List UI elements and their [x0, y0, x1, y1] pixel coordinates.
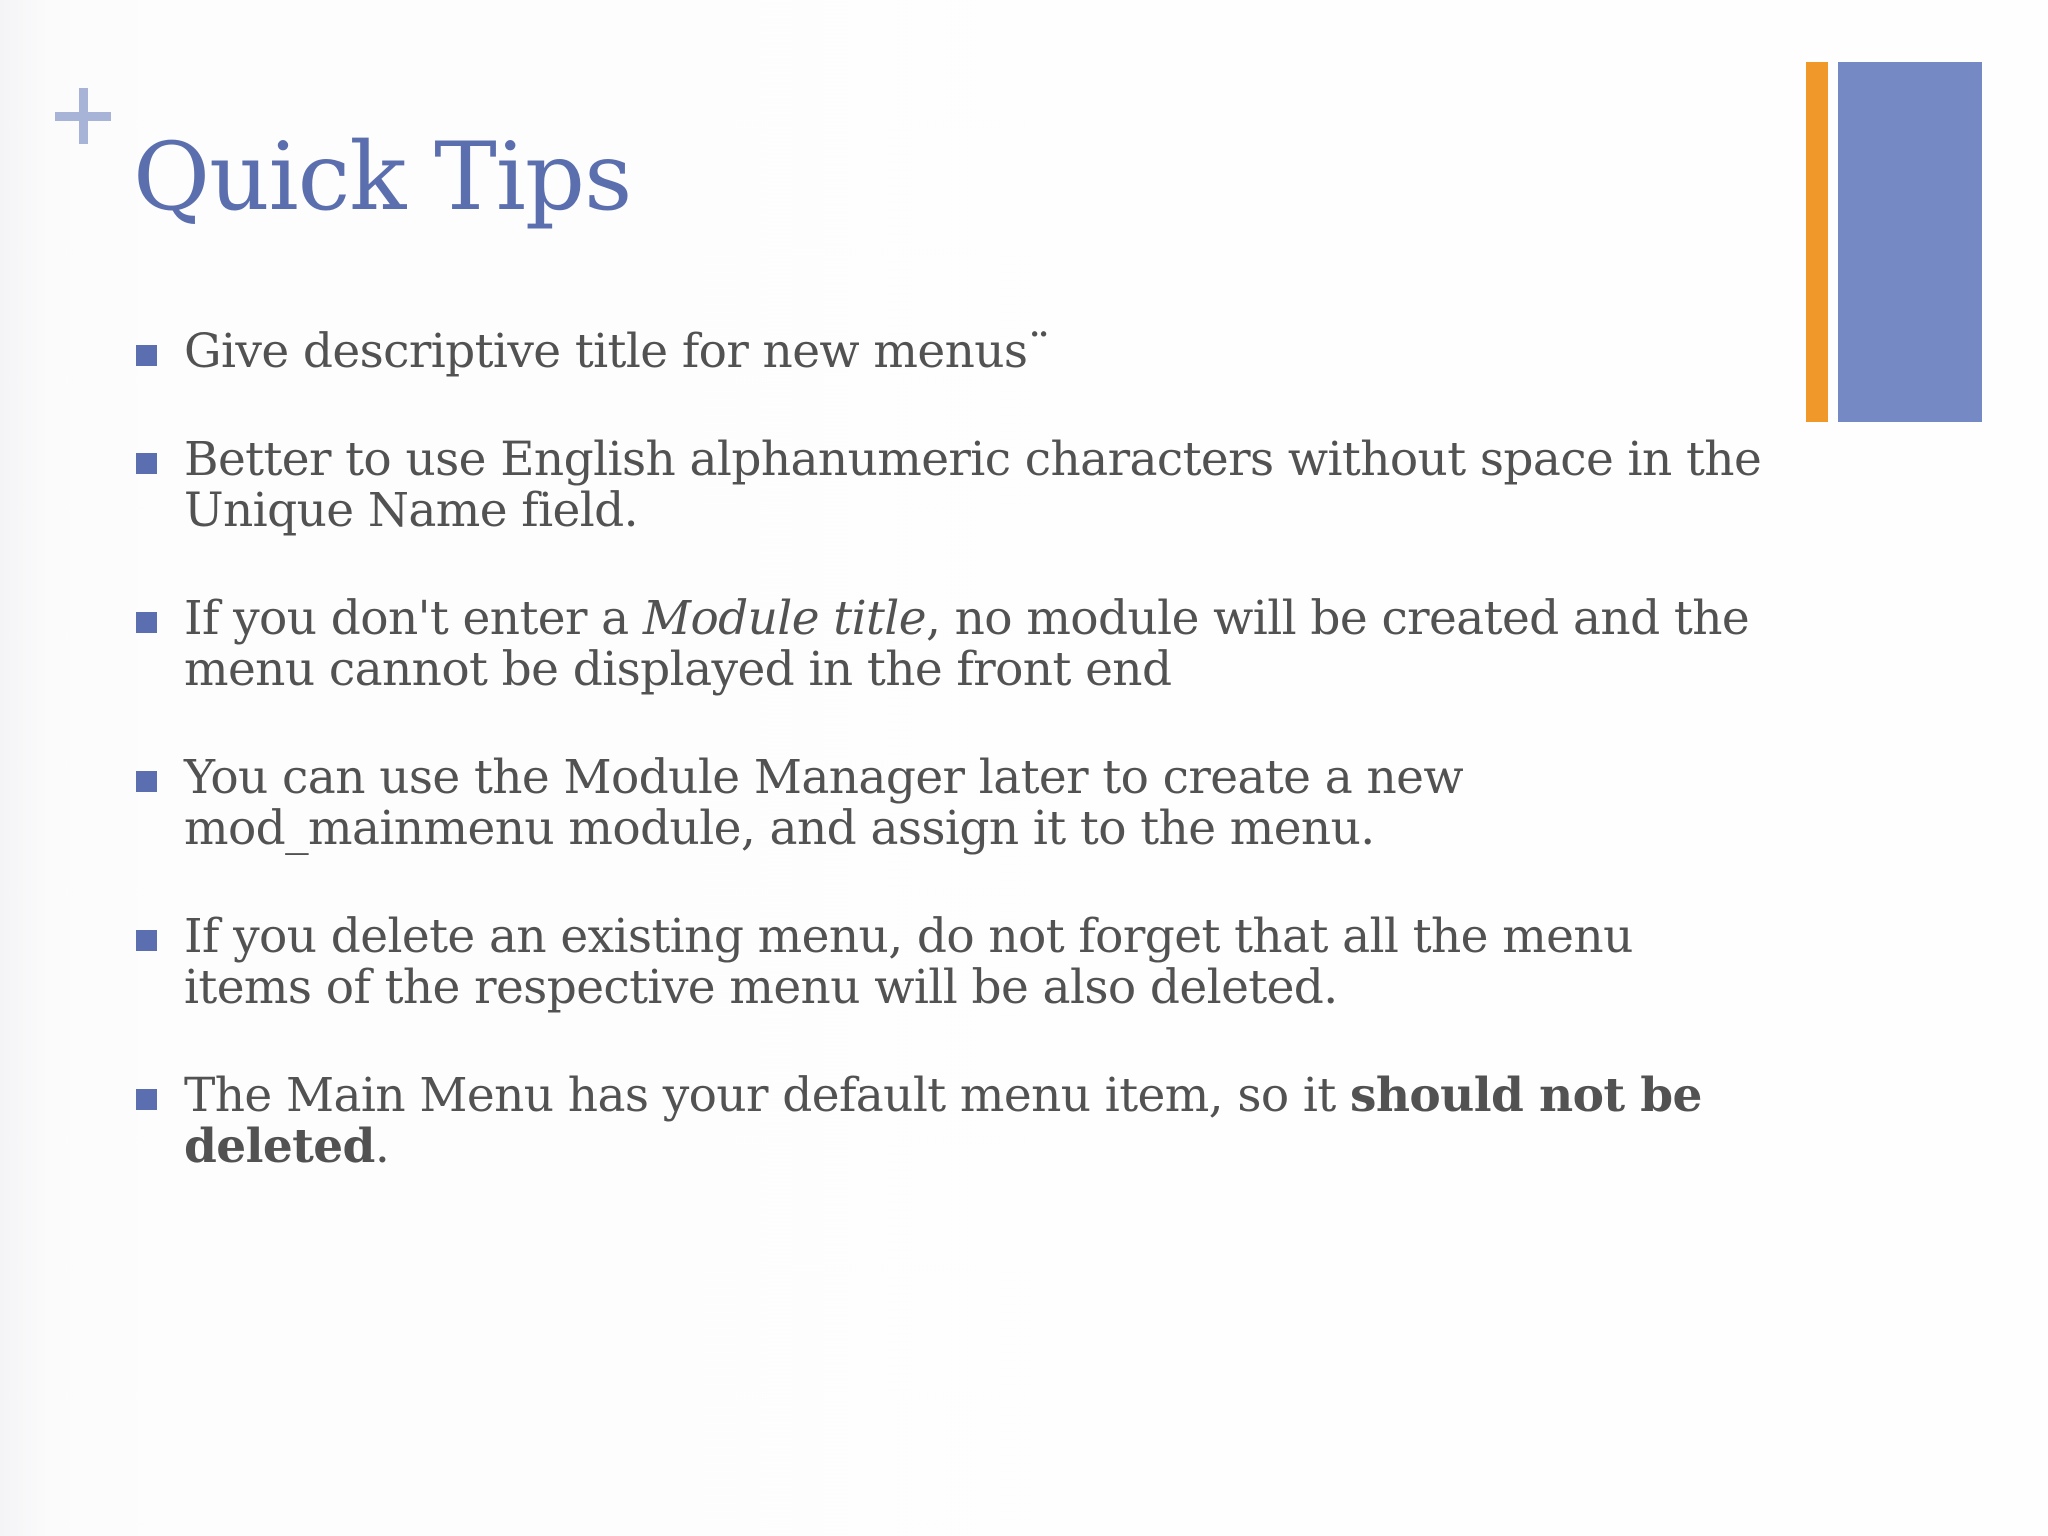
- bullet-item: [134, 326, 1774, 377]
- bullet-text: If you delete an existing menu, do not forget that all the menu items of the respective menu will be also deleted.: [184, 909, 1633, 1015]
- bullet-text-start: The Main Menu has your default menu item, so it: [184, 1068, 1350, 1123]
- square-bullet-icon: [136, 1089, 157, 1110]
- square-bullet-icon: [136, 345, 157, 366]
- bullet-text: You can use the Module Manager later to create a new mod_mainmenu module, and assign it to the menu.: [184, 750, 1463, 856]
- slide-title: Quick Tips: [133, 123, 632, 232]
- bullet-text-italic: Module title: [642, 591, 926, 646]
- bullet-text-start: If you don't enter a: [184, 591, 643, 646]
- bullet-text: Give descriptive title for new menus¨: [184, 324, 1051, 379]
- square-bullet-icon: [136, 771, 157, 792]
- bullet-item: [134, 752, 1774, 854]
- plus-icon-vertical: [79, 88, 88, 144]
- bullet-item: [134, 434, 1774, 536]
- bullet-text-end: .: [374, 1119, 390, 1174]
- bullet-item: [134, 593, 1774, 695]
- bullet-text: Better to use English alphanumeric characters without space in the Unique Name field.: [184, 432, 1762, 538]
- square-bullet-icon: [136, 453, 157, 474]
- blue-accent-bar: [1838, 62, 1982, 422]
- bullet-text: [184, 591, 1749, 697]
- orange-accent-bar: [1806, 62, 1828, 422]
- bullet-list: [134, 326, 1774, 1172]
- square-bullet-icon: [136, 612, 157, 633]
- bullet-item: [134, 911, 1774, 1013]
- plus-icon: [51, 84, 115, 148]
- bullet-text: [184, 1068, 1702, 1174]
- bullet-text-end: , no module will be created and the menu cannot be displayed in the front end: [184, 591, 1750, 697]
- bullet-item: [134, 1070, 1774, 1172]
- bullet-text-bold: should not be deleted: [184, 1068, 1702, 1174]
- square-bullet-icon: [136, 930, 157, 951]
